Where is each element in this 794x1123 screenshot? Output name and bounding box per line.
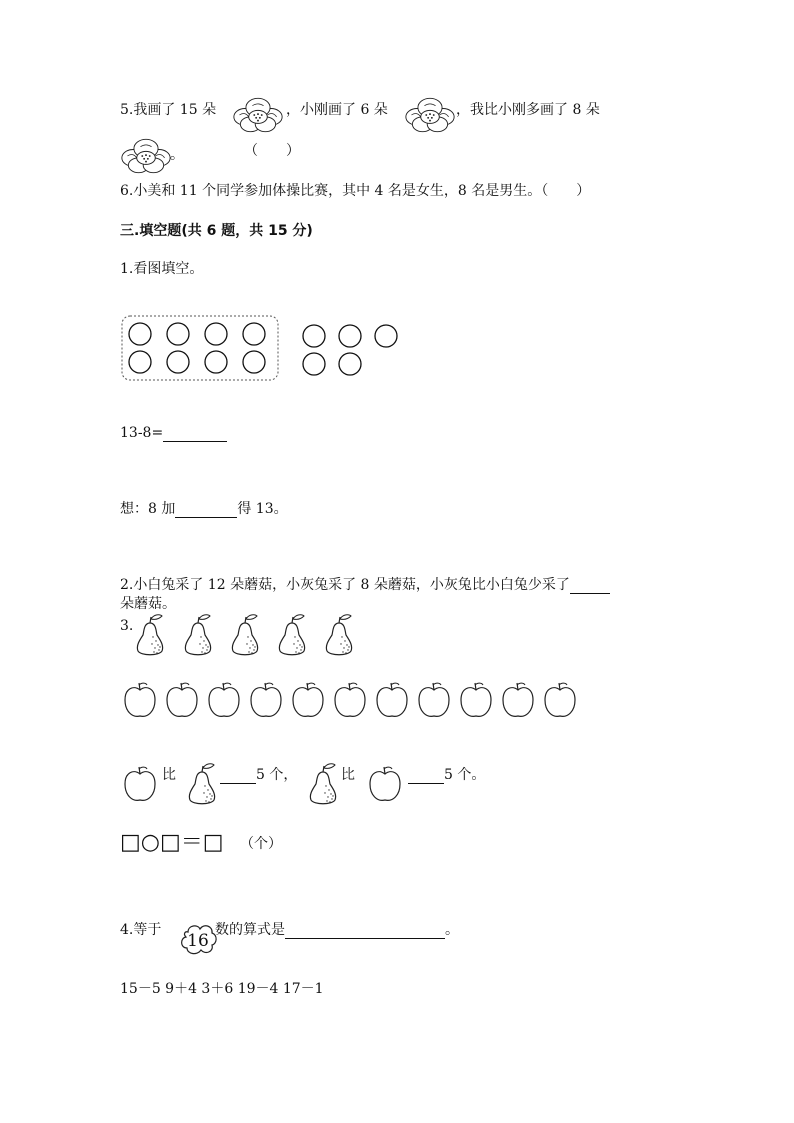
apple-icon — [374, 680, 410, 720]
fill4-options: 15－5 9＋4 3＋6 19－4 17－1 — [120, 981, 324, 997]
q5-text-2: ，小刚画了 6 朵 — [286, 102, 388, 118]
fill1-title: 1.看图填空。 — [120, 261, 204, 277]
q5-answer-paren[interactable]: （ ） — [244, 143, 300, 159]
cloud-number-badge — [178, 922, 218, 956]
compare-1 — [220, 766, 297, 784]
q6-text: 6.小美和 11 个同学参加体操比赛，其中 4 名是女生，8 名是男生。（ ） — [120, 183, 591, 199]
q5-text-3: ，我比小刚多画了 8 朵 — [456, 102, 600, 118]
apple-icon — [416, 680, 452, 720]
apple-icon — [542, 680, 578, 720]
q5-text-4: 。 — [170, 147, 184, 163]
apple-icon — [367, 764, 403, 804]
pear-icon — [181, 613, 215, 657]
section-heading: 三.填空题(共 6 题，共 15 分) — [120, 223, 313, 239]
circle-mark — [205, 323, 227, 345]
answer-blank[interactable] — [220, 769, 256, 784]
badge-number: 16 — [187, 931, 209, 951]
compare-2 — [408, 766, 485, 784]
counting-circles-figure — [118, 312, 408, 384]
bi-text-2: 比 — [341, 767, 355, 783]
apple-icon — [248, 680, 284, 720]
fill2-line2: 朵蘑菇。 — [120, 596, 176, 612]
pear-icon — [133, 613, 167, 657]
answer-blank[interactable] — [175, 503, 237, 518]
circle-mark — [339, 353, 361, 375]
circle-mark — [303, 325, 325, 347]
flower-icon — [232, 96, 284, 134]
answer-blank[interactable] — [570, 579, 610, 594]
think-suffix: 得 13。 — [237, 501, 288, 517]
fill4-prefix: 4.等于 — [120, 922, 162, 938]
apple-icon — [122, 764, 158, 804]
circle-mark — [129, 323, 151, 345]
fill4-suffix: 数的算式是 — [215, 922, 285, 938]
answer-blank[interactable] — [285, 924, 445, 939]
flower-icon — [120, 137, 172, 175]
five-ge-text: 5 个， — [256, 767, 298, 783]
pear-icon — [322, 613, 356, 657]
flower-icon — [404, 96, 456, 134]
apple-icon — [122, 680, 158, 720]
circle-mark — [243, 323, 265, 345]
answer-blank[interactable] — [408, 769, 444, 784]
bi-text: 比 — [162, 767, 176, 783]
equation-text: 13-8= — [120, 425, 164, 441]
circle-mark — [375, 325, 397, 347]
pear-icon — [228, 613, 262, 657]
circle-mark — [167, 351, 189, 373]
circle-mark — [243, 351, 265, 373]
fill2-line1 — [120, 576, 610, 594]
apple-icon — [290, 680, 326, 720]
fill4-line — [215, 921, 459, 939]
apple-icon — [458, 680, 494, 720]
q5-text-1: 5.我画了 15 朵 — [120, 102, 217, 118]
formula-template[interactable]: □○□＝□ — [120, 830, 224, 855]
fill1-think — [120, 500, 288, 518]
five-ge-text-2: 5 个。 — [444, 767, 486, 783]
fill2-text: 2.小白兔采了 12 朵蘑菇，小灰兔采了 8 朵蘑菇，小灰兔比小白兔少采了 — [120, 577, 570, 593]
circle-mark — [303, 353, 325, 375]
apple-icon — [500, 680, 536, 720]
pear-icon — [185, 762, 219, 806]
fill3-number: 3. — [120, 618, 134, 634]
apple-icon — [164, 680, 200, 720]
circle-mark — [129, 351, 151, 373]
circle-mark — [205, 351, 227, 373]
fill4-end: 。 — [445, 922, 459, 938]
ten-frame-box — [122, 316, 278, 380]
apple-icon — [206, 680, 242, 720]
answer-blank[interactable] — [163, 427, 227, 442]
apple-icon — [332, 680, 368, 720]
think-prefix: 想：8 加 — [120, 501, 176, 517]
pear-icon — [306, 762, 340, 806]
circle-mark — [167, 323, 189, 345]
circle-mark — [339, 325, 361, 347]
unit-text: （个） — [240, 836, 282, 852]
fill1-equation — [120, 424, 227, 442]
pear-icon — [275, 613, 309, 657]
